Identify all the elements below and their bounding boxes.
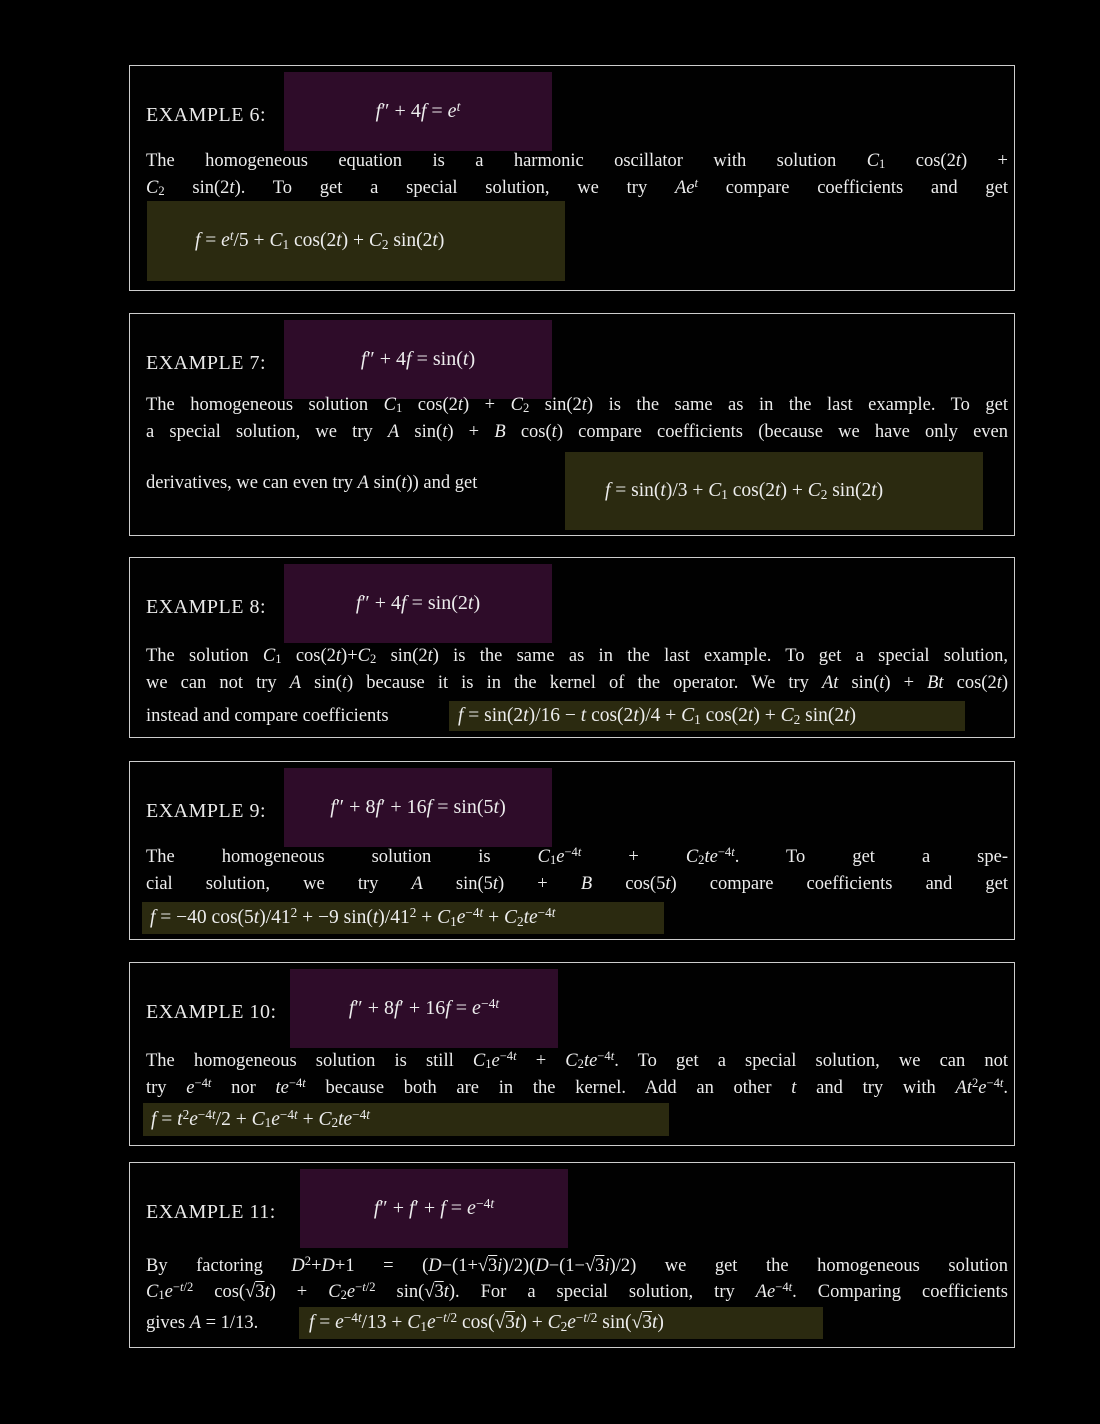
body-line: we can not try A sin(t) because it is in the kernel of the operator. We try At sin(t) + Bt cos(2t) xyxy=(146,673,1008,693)
body-line: try $e^{-4t}$ nor $te^{-4t}$ because both are in the kernel. Add an other t and try with $At^2e^{-4t}$. xyxy=(146,1076,1008,1098)
example-title: EXAMPLE 10: xyxy=(146,1001,277,1023)
body-line: a special solution, we try A sin(t) + B cos(t) compare coefficients (because we have only even xyxy=(146,422,1008,442)
result-formula: $f = e^{-4t}/13 + C_1e^{-t/2}$ $\cos(√3t) + C_2e^{-t/2}$ sin(√3t) xyxy=(309,1310,664,1334)
body-paragraph xyxy=(146,392,1008,446)
example-10-box xyxy=(129,962,1015,1146)
result-highlight xyxy=(143,1103,669,1136)
example-title: EXAMPLE 9: xyxy=(146,800,266,822)
example-equation: f″ + 4f = sin(t) xyxy=(360,348,476,370)
example-equation: $f'' + f' + f = e^{-4t}$ xyxy=(373,1195,495,1219)
example-title: EXAMPLE 8: xyxy=(146,596,266,618)
body-line: The homogeneous solution is $C_1e^{-4t} + C_2te^{-4t}$. To get a spe- xyxy=(146,845,1008,868)
body-paragraph xyxy=(146,844,1008,898)
body-line: derivatives, we can even try A sin(t)) and get xyxy=(146,473,478,493)
example-9-box xyxy=(129,761,1015,940)
example-equation: f″ + 8f′ + 16f = sin(5t) xyxy=(330,796,506,818)
body-line: The homogeneous solution $C_1$ $\cos(2t) + C_2$ sin(2t) is the same as in the last example. To get xyxy=(146,395,1008,416)
body-paragraph xyxy=(146,1253,1008,1305)
body-line: The homogeneous equation is a harmonic oscillator with solution $C_1$ cos(2t) + xyxy=(146,151,1008,172)
example-title: EXAMPLE 6: xyxy=(146,104,266,126)
example-title: EXAMPLE 7: xyxy=(146,352,266,374)
equation-highlight xyxy=(284,564,552,643)
body-line: The homogeneous solution is still $C_1e^{-4t} + C_2te^{-4t}$. To get a special solution, we can not xyxy=(146,1049,1008,1072)
result-highlight xyxy=(565,452,983,530)
result-highlight xyxy=(299,1307,823,1339)
equation-highlight xyxy=(300,1169,568,1248)
example-equation: $f'' + 8f' + 16f = e^{-4t}$ xyxy=(348,995,500,1019)
result-highlight xyxy=(449,701,965,731)
equation-highlight xyxy=(284,72,552,151)
equation-highlight xyxy=(284,768,552,847)
body-line: $C_1e^{-t/2}$ $\cos(√3t) + C_2e^{-t/2}$ sin(√3t). For a special solution, try $Ae^{-4t}$. Comparing coefficients xyxy=(146,1280,1008,1303)
result-formula: $f = e^t/5 + C_1$ $\cos(2t) + C_2$ sin(2t) xyxy=(195,228,445,252)
body-line: instead and compare coefficients xyxy=(146,706,389,726)
example-7-box xyxy=(129,313,1015,536)
example-8-box xyxy=(129,557,1015,738)
body-paragraph xyxy=(146,643,1008,697)
example-6-box xyxy=(129,65,1015,291)
result-formula: f = −40 $\cos(5t)/41^2 + -9$ $\sin(t)/41^2 + C_1e^{-4t} + C_2te^{-4t}$ xyxy=(150,905,556,929)
body-line: cial solution, we try A sin(5t) + B cos(5t) compare coefficients and get xyxy=(146,874,1008,894)
result-highlight xyxy=(147,201,565,281)
example-equation: f″ + 4f = sin(2t) xyxy=(355,592,481,614)
example-title: EXAMPLE 11: xyxy=(146,1201,276,1223)
equation-highlight xyxy=(284,320,552,399)
equation-highlight xyxy=(290,969,558,1048)
example-equation: $f'' + 4f = e^t$ xyxy=(375,98,461,122)
example-11-box xyxy=(129,1162,1015,1348)
body-paragraph xyxy=(146,1048,1008,1102)
body-line: By factoring $D^2+D+1 = (D-(1+√3i)/2)(D-(1-√3i)/2)$ we get the homogeneous solution xyxy=(146,1254,1008,1276)
result-formula: $f = \sin(t)/3 + C_1$ $\cos(2t) + C_2$ sin(2t) xyxy=(605,480,884,502)
body-paragraph xyxy=(146,148,1008,202)
result-formula: f = sin(2t)/16 − t $\cos(2t)/4 + C_1$ $\cos(2t) + C_2$ sin(2t) xyxy=(458,705,857,727)
body-line: gives A = 1/13. xyxy=(146,1313,259,1333)
body-line: $C_2$ sin(2t). To get a special solution, we try Ae$^t$ compare coefficients and get xyxy=(146,176,1008,199)
result-formula: $f = t^2e^{-4t}/2 + C_1e^{-4t} + C_2te^{-4t}$ xyxy=(151,1106,370,1131)
result-highlight xyxy=(142,902,664,934)
body-line: The solution $C_1$ $\cos(2t)+C_2$ sin(2t) is the same as in the last example. To get a special solution, xyxy=(146,646,1008,667)
